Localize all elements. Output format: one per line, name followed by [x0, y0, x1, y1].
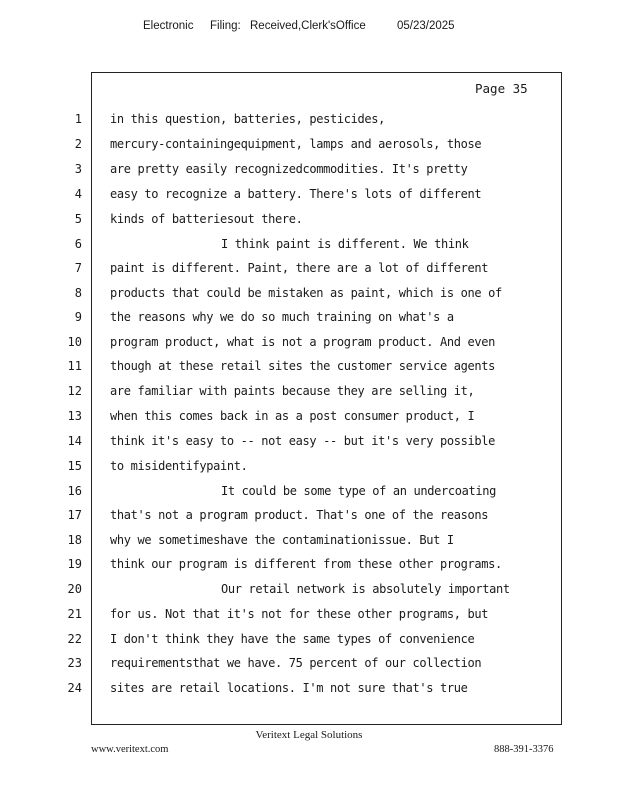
line-number: 15 [67, 459, 82, 473]
line-text: why we sometimeshave the contaminationissue. But I [110, 533, 454, 547]
line-text: the reasons why we do so much training on what's a [110, 310, 454, 324]
footer-company: Veritext Legal Solutions [255, 729, 363, 741]
line-text: products that could be mistaken as paint, which is one of [110, 286, 502, 300]
line-number: 21 [67, 607, 82, 621]
line-text: to misidentifypaint. [110, 459, 248, 473]
line-number: 11 [67, 359, 82, 373]
line-text: I think paint is different. We think [221, 237, 469, 251]
line-text: though at these retail sites the customer service agents [110, 359, 495, 373]
line-number: 23 [67, 656, 82, 670]
line-number: 6 [74, 237, 82, 251]
line-text: kinds of batteriesout there. [110, 212, 303, 226]
line-number: 14 [67, 434, 82, 448]
line-text: are familiar with paints because they are selling it, [110, 384, 475, 398]
line-number: 3 [74, 162, 82, 176]
line-text: when this comes back in as a post consumer product, I [110, 409, 475, 423]
line-text: sites are retail locations. I'm not sure that's true [110, 681, 468, 695]
header-received: Received,Clerk'sOffice [250, 20, 366, 32]
line-text: program product, what is not a program product. And even [110, 335, 495, 349]
line-text: I don't think they have the same types of convenience [110, 632, 475, 646]
footer-website: www.veritext.com [91, 744, 169, 755]
line-number: 22 [67, 632, 82, 646]
line-number: 16 [67, 484, 82, 498]
line-number: 20 [67, 582, 82, 596]
line-text: requirementsthat we have. 75 percent of our collection [110, 656, 482, 670]
line-number: 8 [74, 286, 82, 300]
line-number: 4 [74, 187, 82, 201]
filing-header [0, 20, 618, 38]
line-number: 17 [67, 508, 82, 522]
line-text: for us. Not that it's not for these other programs, but [110, 607, 489, 621]
line-text: that's not a program product. That's one of the reasons [110, 508, 489, 522]
line-number: 18 [67, 533, 82, 547]
line-text: think it's easy to -- not easy -- but it's very possible [110, 434, 495, 448]
line-text: think our program is different from these other programs. [110, 557, 502, 571]
line-number: 9 [74, 310, 82, 324]
line-text: easy to recognize a battery. There's lots of different [110, 187, 482, 201]
line-text: paint is different. Paint, there are a lot of different [110, 261, 489, 275]
line-text: in this question, batteries, pesticides, [110, 112, 385, 126]
footer-phone: 888-391-3376 [494, 744, 554, 755]
header-filing: Filing: [210, 20, 241, 32]
line-text: It could be some type of an undercoating [221, 484, 496, 498]
line-number: 13 [67, 409, 82, 423]
header-date: 05/23/2025 [397, 20, 455, 32]
line-number: 10 [67, 335, 82, 349]
line-number: 12 [67, 384, 82, 398]
line-text: Our retail network is absolutely important [221, 582, 510, 596]
line-number: 24 [67, 681, 82, 695]
header-electronic: Electronic [143, 20, 194, 32]
line-number: 19 [67, 557, 82, 571]
line-number: 5 [74, 212, 82, 226]
line-number: 7 [74, 261, 82, 275]
line-text: mercury-containingequipment, lamps and aerosols, those [110, 137, 482, 151]
page-number: Page 35 [475, 81, 528, 96]
line-number: 1 [74, 112, 82, 126]
line-text: are pretty easily recognizedcommodities. It's pretty [110, 162, 468, 176]
line-number: 2 [74, 137, 82, 151]
